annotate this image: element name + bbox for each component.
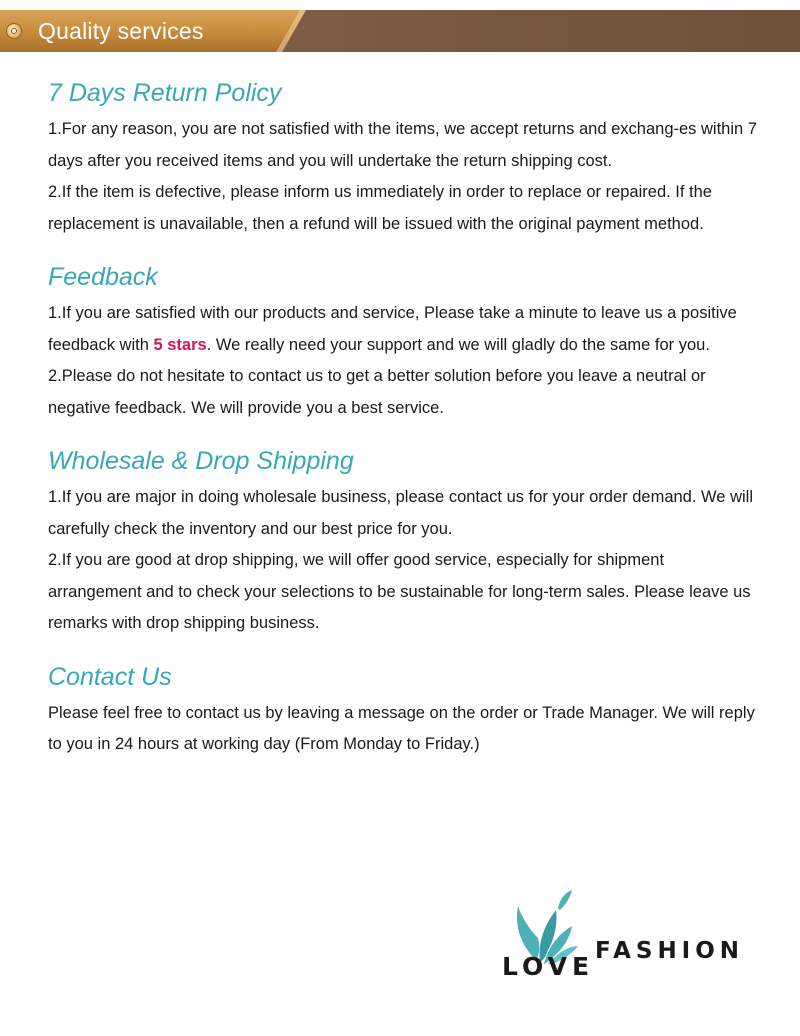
paragraph: 1.For any reason, you are not satisfied with the items, we accept returns and exchang-es within 7 days after you received items and you will undertake the return shipping cost.	[48, 120, 757, 170]
paragraph	[48, 298, 758, 361]
paragraph: 2.If you are good at drop shipping, we will offer good service, especially for shipment arrangement and to check your selections to be sustainable for long-term sales. Please leave us remarks with drop shipping business.	[48, 551, 751, 632]
section-title: Contact Us	[48, 662, 172, 691]
paragraph-text: . We really need your support and we will gladly do the same for you.	[206, 335, 710, 354]
section-banner	[0, 10, 800, 52]
content	[48, 76, 758, 781]
section-return-policy	[48, 76, 758, 240]
brand-logo	[500, 888, 750, 988]
section-title: Feedback	[48, 263, 158, 291]
paragraph-text: 1.If you are satisfied with our products and service, Please take a minute to leave us a positive feedback with	[48, 304, 737, 354]
section-contact	[48, 660, 758, 761]
section-feedback	[48, 260, 758, 424]
banner-title: Quality services	[38, 18, 204, 44]
paragraph: Please feel free to contact us by leaving a message on the order or Trade Manager. We will reply to you in 24 hours at working day (From Monday to Friday.)	[48, 703, 755, 753]
section-wholesale	[48, 444, 758, 640]
section-title: 7 Days Return Policy	[48, 79, 282, 107]
paragraph: 2.Please do not hesitate to contact us to get a better solution before you leave a neutral or negative feedback. We will provide you a best service.	[48, 367, 706, 417]
logo-text-fashion: FASHION	[595, 938, 745, 964]
logo-text-love: LOVE	[502, 952, 595, 981]
paragraph: 2.If the item is defective, please inform us immediately in order to replace or repaired. If the replacement is unavailable, then a refund will be issued with the original payment method.	[48, 183, 712, 233]
section-title: Wholesale & Drop Shipping	[48, 447, 354, 475]
bullet-icon	[6, 23, 22, 39]
five-stars-highlight: 5 stars	[153, 335, 207, 354]
paragraph: 1.If you are major in doing wholesale business, please contact us for your order demand. We will carefully check the inventory and our best price for you.	[48, 488, 753, 538]
